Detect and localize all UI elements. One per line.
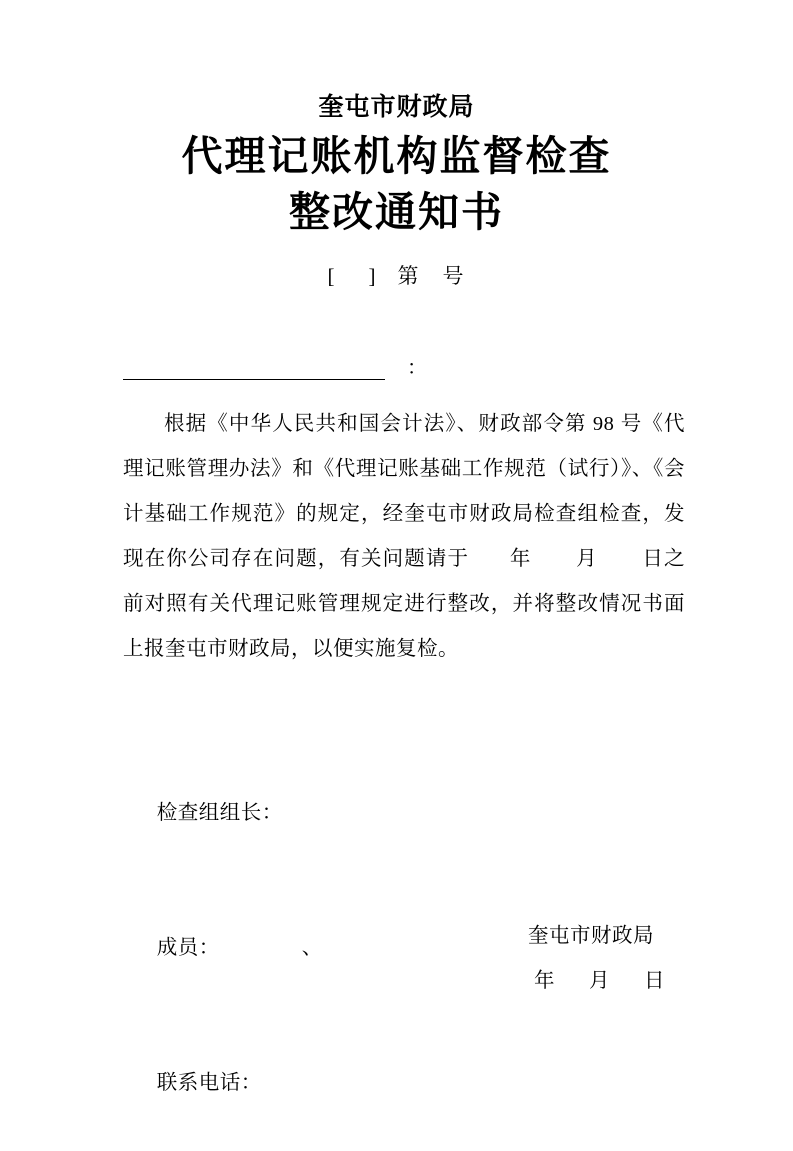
phone-label: 联系电话： — [156, 1071, 262, 1094]
doc-number-bracket-close: ] — [368, 263, 376, 288]
members-label: 成员： — [156, 936, 220, 959]
footer-day-label: 日 — [644, 970, 665, 992]
footer-year-label: 年 — [534, 970, 555, 992]
team-leader-label: 检查组组长： — [156, 801, 283, 824]
body-year-label: 年 — [509, 547, 532, 570]
members-separator: 、 — [301, 936, 323, 959]
document-header — [60, 0, 733, 290]
footer-signature-block — [528, 914, 665, 1004]
document-number — [60, 260, 733, 290]
page-title — [60, 129, 733, 240]
doc-number-bracket-open: [ — [327, 263, 335, 288]
document-title-line2: 整改通知书 — [289, 188, 504, 235]
addressee-blank-rule — [123, 359, 385, 380]
body-text-part1: 根据《中华人民共和国会计法》、财政部令第 98 号《代理记账管理办法》和《代理记账基础工作规范（试行）》、《会计基础工作规范》的规定，经奎屯市财政局检查组检查，发现在你公司存在问题，有关问题请于 — [123, 412, 685, 570]
team-leader-row — [123, 746, 733, 881]
addressee-line — [60, 358, 733, 380]
footer-month-label: 月 — [589, 970, 610, 992]
document-body — [60, 402, 733, 672]
body-month-label: 月 — [575, 547, 598, 570]
footer-date — [528, 959, 665, 1004]
addressee-colon: ： — [407, 356, 427, 379]
body-paragraph — [123, 402, 685, 672]
body-day-label: 日 — [641, 547, 665, 570]
doc-number-di-label: 第 — [397, 263, 421, 288]
body-text-part2: 之前对照有关代理记账管理规定进行整改，并将整改情况书面上报奎屯市财政局，以便实施复检。 — [123, 547, 686, 660]
document-title-line1: 代理记账机构监督检查 — [181, 133, 612, 180]
footer-issuer: 奎屯市财政局 — [528, 925, 654, 947]
doc-number-hao-label: 号 — [442, 263, 466, 288]
issuer-name: 奎屯市财政局 — [318, 93, 475, 121]
phone-row — [123, 1016, 733, 1151]
